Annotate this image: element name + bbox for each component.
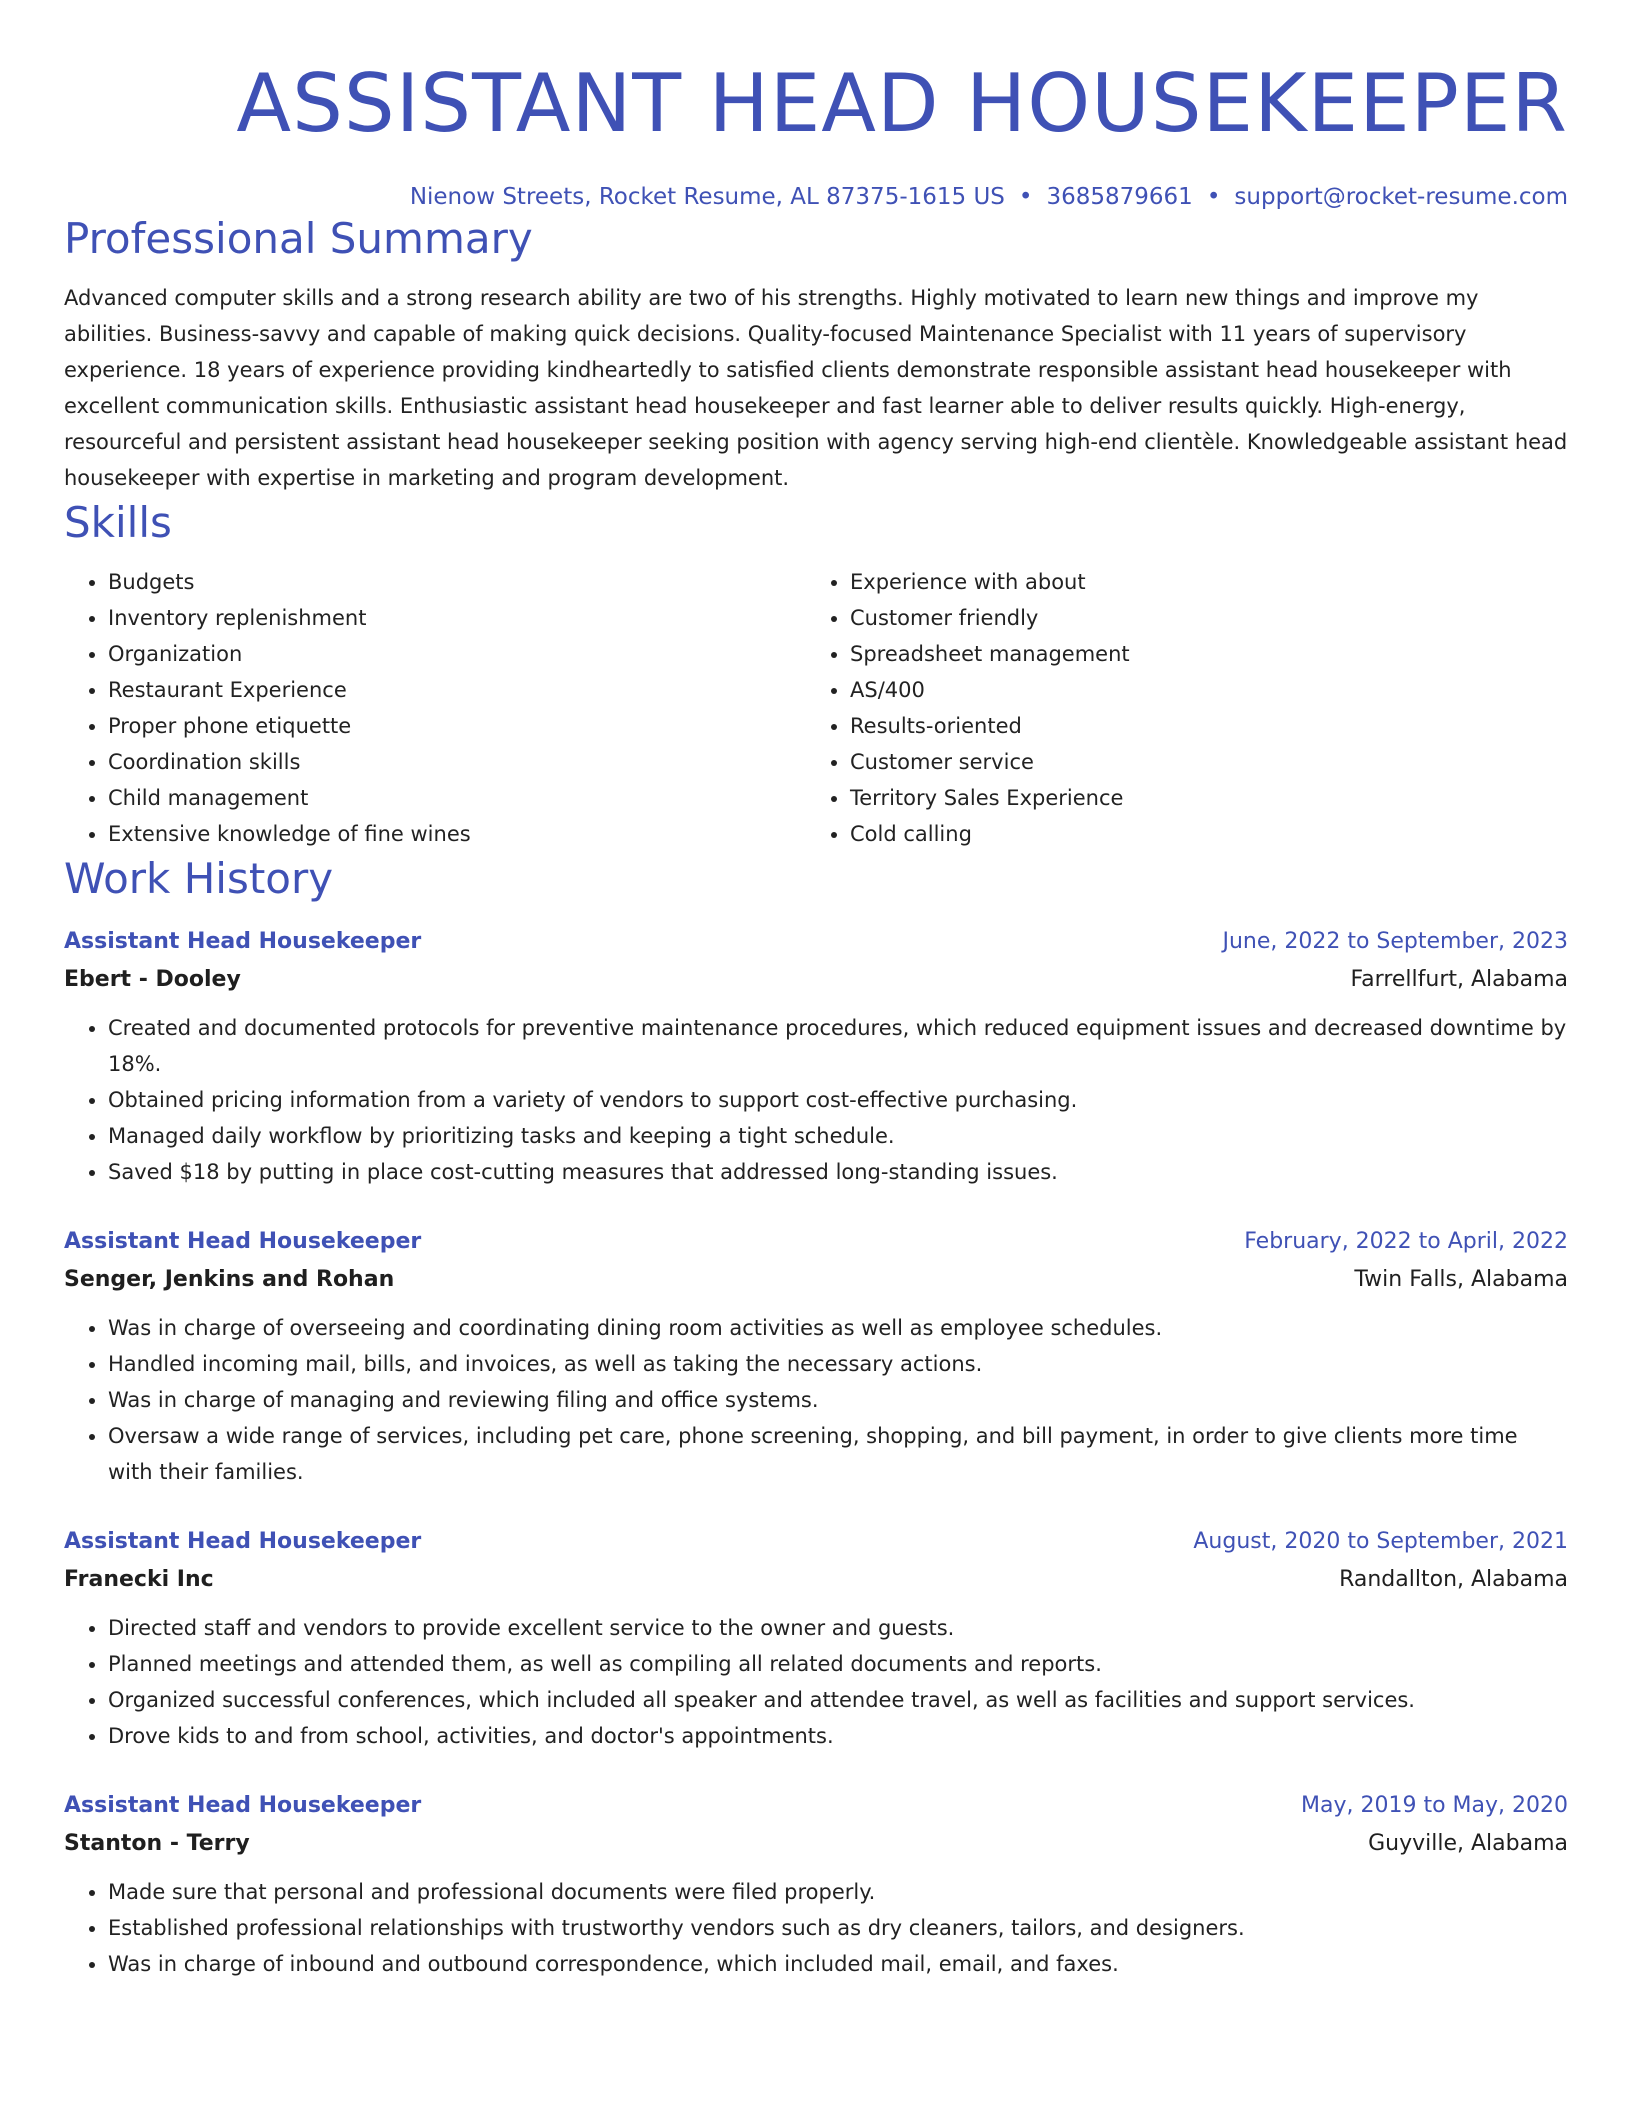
skill-item: • AS/400 [850, 672, 1548, 708]
job-entry [64, 1224, 1568, 1490]
job-title: Assistant Head Housekeeper [64, 929, 422, 954]
job-bullet: • Obtained pricing information from a variety of vendors to support cost-effective purchasing. [108, 1082, 1568, 1118]
skills-column-right [806, 564, 1548, 852]
contact-email: support@rocket-resume.com [1234, 184, 1568, 210]
job-title: Assistant Head Housekeeper [64, 1793, 422, 1818]
skill-item: • Coordination skills [108, 744, 806, 780]
job-dates: February, 2022 to April, 2022 [1244, 1229, 1568, 1254]
skills-heading: Skills [64, 498, 172, 547]
job-company: Senger, Jenkins and Rohan [64, 1267, 395, 1292]
contact-line [64, 182, 1568, 212]
skill-item: • Restaurant Experience [108, 672, 806, 708]
job-bullet: • Handled incoming mail, bills, and invoices, as well as taking the necessary actions. [108, 1346, 1568, 1382]
skills-list [64, 564, 1568, 852]
skill-item: • Inventory replenishment [108, 600, 806, 636]
work-history-heading: Work History [64, 854, 334, 903]
skill-item: • Organization [108, 636, 806, 672]
resume-page [64, 0, 1568, 1982]
job-bullets [64, 1610, 1568, 1754]
summary-text: Advanced computer skills and a strong research ability are two of his strengths. Highly motivated to learn new things and improve my abilities. Business-savvy and capable of making quick decisions. Quality-focused Maintenance Specialist with 11 years of supervisory experience. 18 years of experience providing kindheartedly to satisfied clients demonstrate responsible assistant head housekeeper with excellent communication skills. Enthusiastic assistant head housekeeper and fast learner able to deliver results quickly. High-energy, resourceful and persistent assistant head housekeeper seeking position with agency serving high-end clientèle. Knowledgeable assistant head housekeeper with expertise in marketing and program development. [64, 286, 1568, 490]
job-entry [64, 1788, 1568, 1982]
job-location: Randallton, Alabama [1339, 1567, 1568, 1592]
job-bullet: • Planned meetings and attended them, as well as compiling all related documents and reports. [108, 1646, 1568, 1682]
resume-title: ASSISTANT HEAD HOUSEKEEPER [236, 57, 1568, 150]
skill-item: • Experience with about [850, 564, 1548, 600]
skill-item: • Budgets [108, 564, 806, 600]
contact-phone: 3685879661 [1046, 184, 1193, 210]
skill-item: • Child management [108, 780, 806, 816]
job-dates: June, 2022 to September, 2023 [1222, 929, 1568, 954]
skill-item: • Proper phone etiquette [108, 708, 806, 744]
job-bullet: • Was in charge of inbound and outbound correspondence, which included mail, email, and faxes. [108, 1946, 1568, 1982]
job-bullet: • Organized successful conferences, which included all speaker and attendee travel, as well as facilities and support services. [108, 1682, 1568, 1718]
job-bullet: • Directed staff and vendors to provide excellent service to the owner and guests. [108, 1610, 1568, 1646]
job-bullet: • Managed daily workflow by prioritizing tasks and keeping a tight schedule. [108, 1118, 1568, 1154]
job-bullet: • Established professional relationships with trustworthy vendors such as dry cleaners, tailors, and designers. [108, 1910, 1568, 1946]
job-bullet: • Drove kids to and from school, activities, and doctor's appointments. [108, 1718, 1568, 1754]
job-bullet: • Made sure that personal and professional documents were filed properly. [108, 1874, 1568, 1910]
skill-item: • Extensive knowledge of fine wines [108, 816, 806, 852]
job-bullets [64, 1310, 1568, 1490]
job-location: Guyville, Alabama [1368, 1831, 1568, 1856]
job-bullet: • Was in charge of overseeing and coordinating dining room activities as well as employee schedules. [108, 1310, 1568, 1346]
contact-address: Nienow Streets, Rocket Resume, AL 87375-1615 US [409, 184, 1005, 210]
summary-heading: Professional Summary [64, 214, 533, 263]
job-title: Assistant Head Housekeeper [64, 1229, 422, 1254]
job-company: Stanton - Terry [64, 1831, 250, 1856]
job-bullet: • Oversaw a wide range of services, including pet care, phone screening, shopping, and bill payment, in order to give clients more time with their families. [108, 1418, 1568, 1490]
job-location: Farrellfurt, Alabama [1350, 967, 1568, 992]
job-bullets [64, 1010, 1568, 1190]
job-dates: August, 2020 to September, 2021 [1193, 1529, 1568, 1554]
job-bullet: • Saved $18 by putting in place cost-cutting measures that addressed long-standing issues. [108, 1154, 1568, 1190]
job-bullets [64, 1874, 1568, 1982]
contact-separator: • [1018, 184, 1033, 210]
skill-item: • Territory Sales Experience [850, 780, 1548, 816]
job-company: Ebert - Dooley [64, 967, 241, 992]
contact-separator: • [1206, 184, 1221, 210]
job-title: Assistant Head Housekeeper [64, 1529, 422, 1554]
skill-item: • Customer service [850, 744, 1548, 780]
skill-item: • Results-oriented [850, 708, 1548, 744]
job-entry [64, 924, 1568, 1190]
job-entry [64, 1524, 1568, 1754]
job-location: Twin Falls, Alabama [1354, 1267, 1568, 1292]
skills-column-left [64, 564, 806, 852]
skill-item: • Spreadsheet management [850, 636, 1548, 672]
job-bullet: • Was in charge of managing and reviewing filing and office systems. [108, 1382, 1568, 1418]
skill-item: • Customer friendly [850, 600, 1548, 636]
job-bullet: • Created and documented protocols for preventive maintenance procedures, which reduced equipment issues and decreased downtime by 18%. [108, 1010, 1568, 1082]
skill-item: • Cold calling [850, 816, 1548, 852]
job-dates: May, 2019 to May, 2020 [1301, 1793, 1568, 1818]
job-company: Franecki Inc [64, 1567, 214, 1592]
